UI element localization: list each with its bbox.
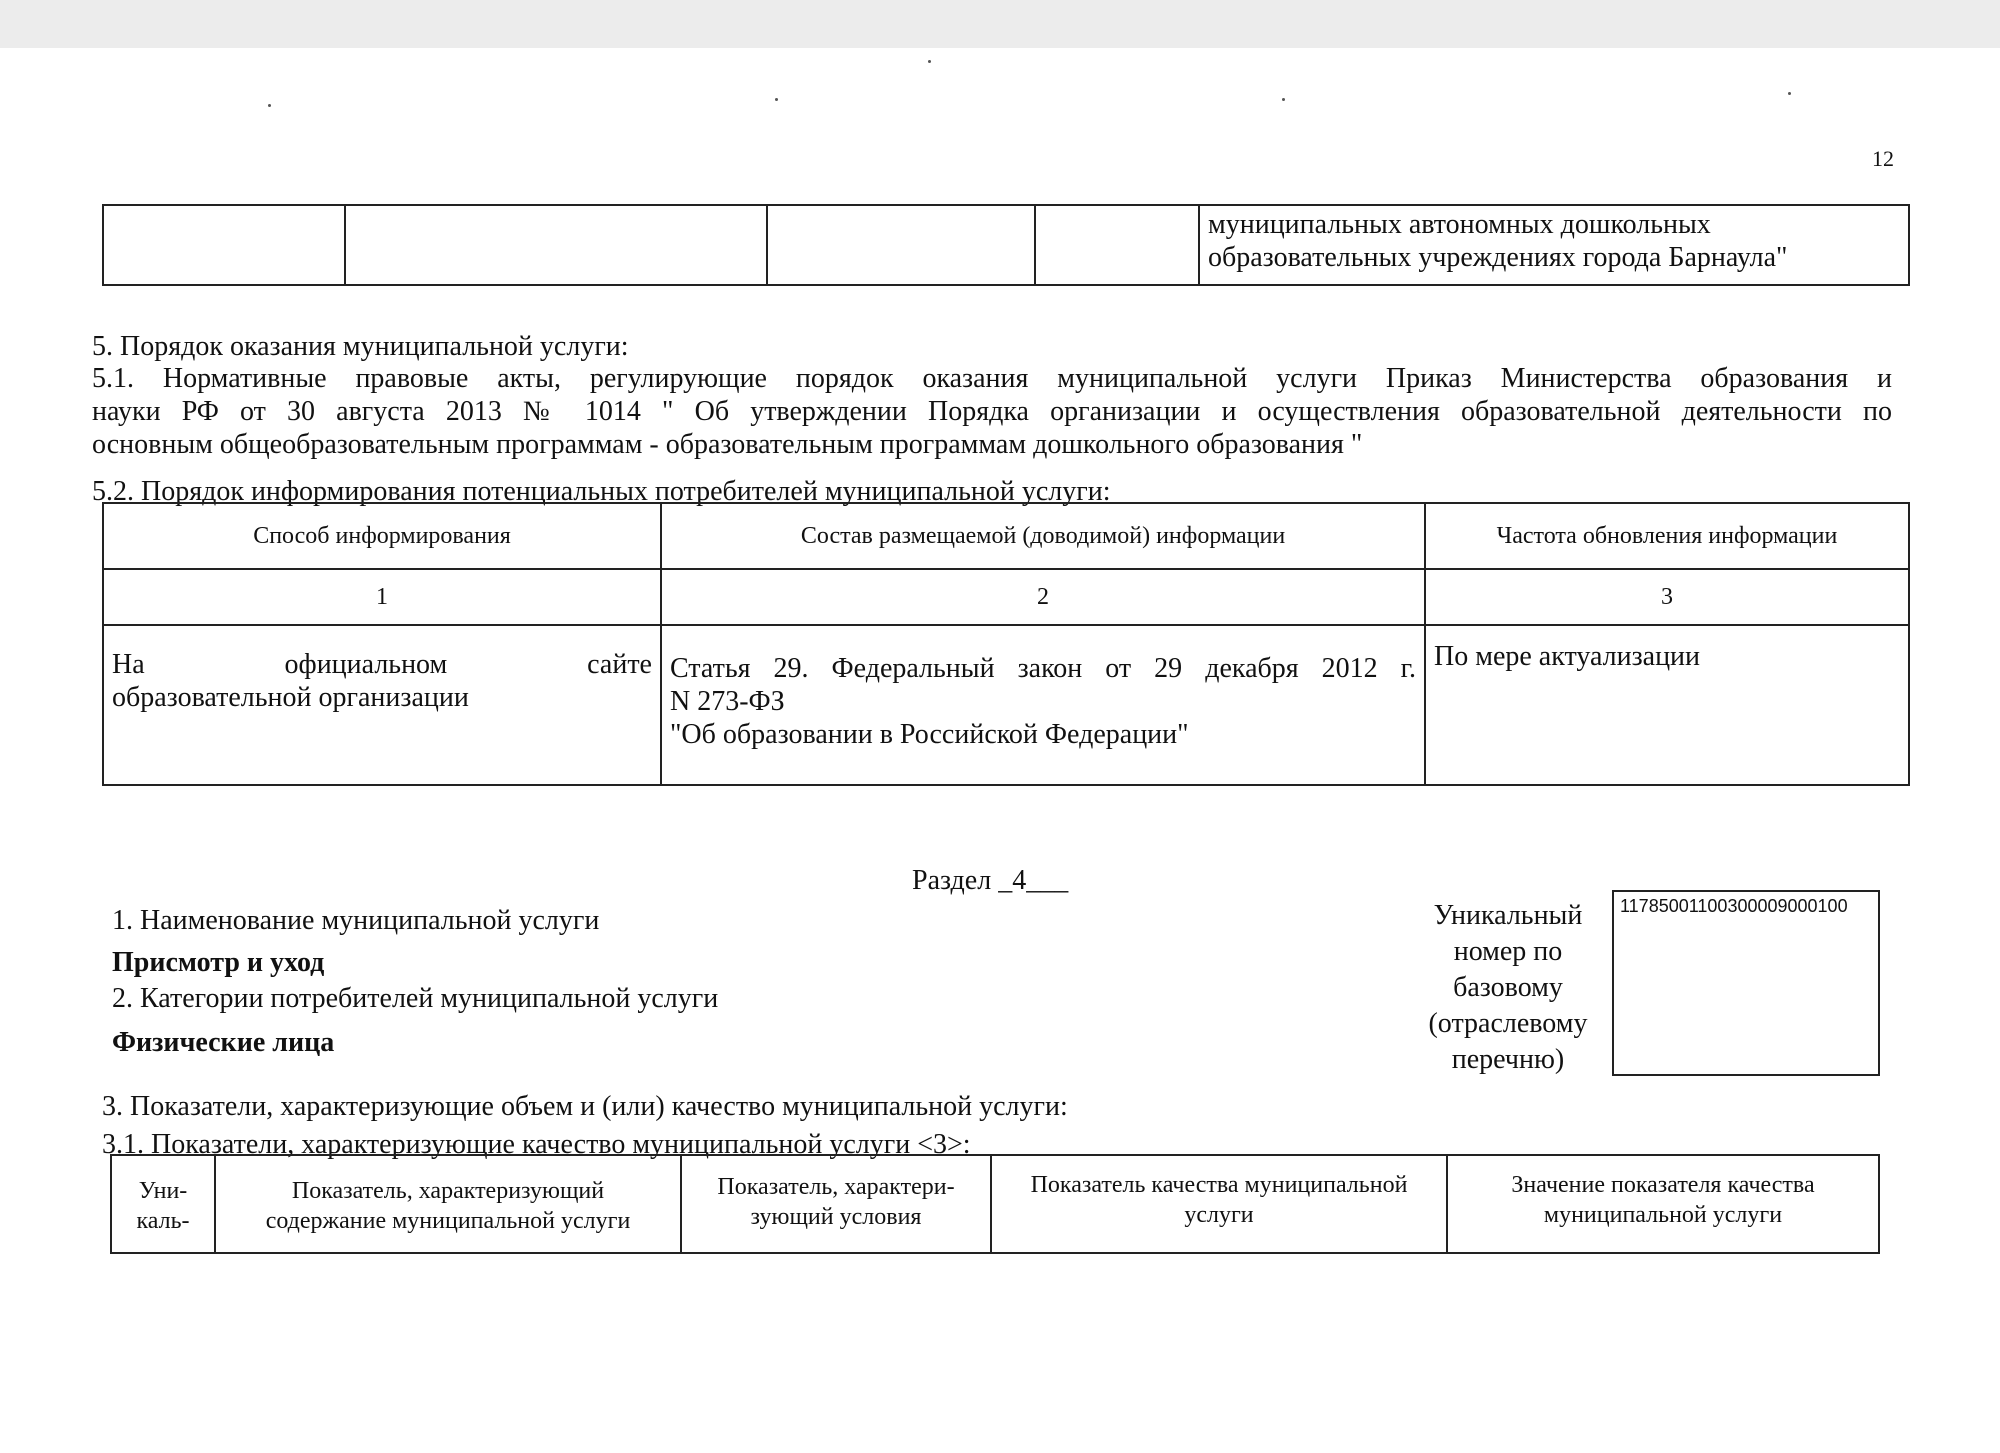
header-cell-conditions-indicator: Показатель, характери- зующий условия bbox=[681, 1155, 991, 1253]
section5-heading: 5. Порядок оказания муниципальной услуги: bbox=[92, 331, 629, 362]
header-cell-content: Состав размещаемой (доводимой) информации bbox=[661, 503, 1425, 569]
item3-1-heading: 3.1. Показатели, характеризующие качество муниципальной услуги <3>: bbox=[102, 1129, 971, 1160]
page-number: 12 bbox=[1872, 146, 1894, 171]
table-cell: муниципальных автономных дошкольных образовательных учреждениях города Барнаула" bbox=[1199, 205, 1909, 285]
header-cell-quality-value: Значение показателя качества муниципальной услуги bbox=[1447, 1155, 1879, 1253]
section5-2-heading: 5.2. Порядок информирования потенциальных потребителей муниципальной услуги: bbox=[92, 476, 1111, 507]
unique-number-box bbox=[1612, 890, 1880, 1076]
header-cell-content-indicator: Показатель, характеризующий содержание муниципальной услуги bbox=[215, 1155, 681, 1253]
header-cell-frequency: Частота обновления информации bbox=[1425, 503, 1909, 569]
table-cell bbox=[103, 205, 345, 285]
scan-speck bbox=[775, 98, 778, 101]
item3-heading: 3. Показатели, характеризующие объем и (или) качество муниципальной услуги: bbox=[102, 1091, 1068, 1122]
header-cell-quality-indicator: Показатель качества муниципальной услуги bbox=[991, 1155, 1447, 1253]
table-cell bbox=[1035, 205, 1199, 285]
unique-number-code: 11785001100300009000100 bbox=[1620, 896, 1848, 916]
item1-label: 1. Наименование муниципальной услуги bbox=[112, 905, 600, 936]
section5-1-line1: 5.1. Нормативные правовые акты, регулирующие порядок оказания муниципальной услуги Приказ Министерства образования и bbox=[92, 363, 1892, 394]
scan-speck bbox=[1282, 98, 1285, 101]
header-cell-method: Способ информирования bbox=[103, 503, 661, 569]
scan-speck bbox=[268, 104, 271, 107]
content-cell: Статья 29. Федеральный закон от 29 декабря 2012 г. N 273-ФЗ "Об образовании в Российской Федерации" bbox=[661, 625, 1425, 785]
informing-table bbox=[102, 502, 1910, 786]
column-number: 2 bbox=[661, 569, 1425, 625]
item1-value: Присмотр и уход bbox=[112, 947, 325, 978]
table-cell bbox=[345, 205, 767, 285]
header-cell-unique: Уни- каль- bbox=[111, 1155, 215, 1253]
scan-speck bbox=[1788, 92, 1791, 95]
table-cell bbox=[767, 205, 1035, 285]
item2-label: 2. Категории потребителей муниципальной услуги bbox=[112, 983, 719, 1014]
quality-indicators-table bbox=[110, 1154, 1880, 1254]
column-number: 1 bbox=[103, 569, 661, 625]
scan-top-band bbox=[0, 0, 2000, 48]
section-title: Раздел _4___ bbox=[912, 865, 1069, 896]
column-number: 3 bbox=[1425, 569, 1909, 625]
item2-value: Физические лица bbox=[112, 1027, 335, 1058]
method-cell: На официальном сайте образовательной организации bbox=[103, 625, 661, 785]
section5-1-line2: науки РФ от 30 августа 2013 № 1014 " Об утверждении Порядка организации и осуществления образовательной деятельности по bbox=[92, 396, 1892, 427]
unique-number-label: Уникальный номер по базовому (отраслевому перечню) bbox=[1428, 900, 1588, 1075]
frequency-cell: По мере актуализации bbox=[1425, 625, 1909, 785]
section5-1-line3: основным общеобразовательным программам - образовательным программам дошкольного образования " bbox=[92, 429, 1363, 460]
scan-speck bbox=[928, 60, 931, 63]
top-continuation-table bbox=[102, 204, 1910, 286]
